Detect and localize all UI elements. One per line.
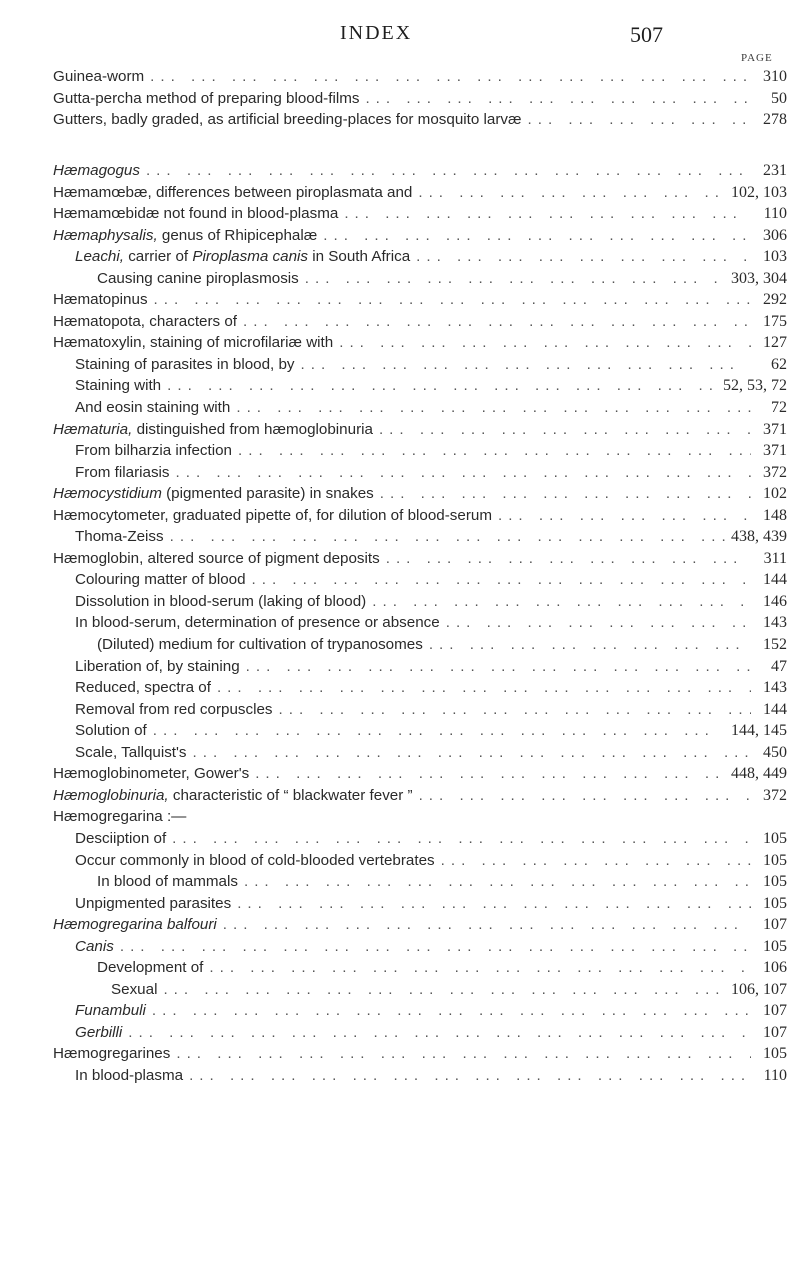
dot-leader — [301, 354, 751, 376]
page-column-label: PAGE — [741, 52, 773, 64]
dot-leader — [246, 656, 751, 678]
index-entry — [53, 850, 787, 872]
index-entry-heading — [53, 569, 246, 591]
index-entry-pages: 146 — [763, 592, 787, 610]
index-entry-heading — [53, 397, 230, 419]
index-entry-text: Colouring matter of blood — [75, 571, 246, 589]
index-entry — [53, 182, 787, 204]
index-entry-text: Hæmaphysalis, — [53, 226, 158, 244]
index-entry-heading — [53, 440, 232, 462]
index-entry — [53, 979, 787, 1001]
index-entry-text: Causing canine piroplasmosis — [97, 269, 299, 287]
index-entry-text: Hæmamœbæ, differences between piroplasmata and — [53, 183, 413, 201]
index-entry-text: Hæmaturia, — [53, 420, 133, 438]
index-entry-pages: 105 — [763, 851, 787, 869]
index-entry — [53, 742, 787, 764]
index-entry-heading — [53, 66, 144, 88]
index-entry-text: Hæmogregarines — [53, 1045, 171, 1063]
index-entry — [53, 677, 787, 699]
index-entry-text: Staining of parasites in blood, by — [75, 355, 295, 373]
index-entry — [53, 612, 787, 634]
dot-leader — [255, 763, 725, 785]
index-entry — [53, 1022, 787, 1044]
index-entry — [53, 289, 787, 311]
index-entry — [53, 268, 787, 290]
index-entry-text: Hæmocytometer, graduated pipette of, for dilution of blood-serum — [53, 506, 492, 524]
index-entry-pages: 450 — [763, 743, 787, 761]
index-entry-heading — [53, 289, 148, 311]
index-entry-text: Hæmocystidium — [53, 485, 162, 503]
index-entry — [53, 526, 787, 548]
index-entry-heading — [53, 109, 522, 131]
dot-leader — [209, 957, 751, 979]
dot-leader — [217, 677, 751, 699]
index-entry-text: Canis — [75, 937, 114, 955]
index-entry-pages: 105 — [763, 1045, 787, 1063]
dot-leader — [154, 289, 751, 311]
index-entry — [53, 656, 787, 678]
index-entry-text: (Diluted) medium for cultivation of trypanosomes — [97, 636, 423, 654]
index-entry-text: genus of Rhipicephalæ — [157, 226, 318, 244]
index-entry-pages: 306 — [763, 226, 787, 244]
index-entry-text: In blood of mammals — [97, 873, 238, 891]
index-entry — [53, 354, 787, 376]
index-entry-heading — [53, 88, 359, 110]
index-entry — [53, 763, 787, 785]
index-entry-text: Desciiption of — [75, 829, 167, 847]
index-entry-pages: 144, 145 — [731, 722, 787, 740]
index-group-h — [53, 160, 787, 1087]
index-entry-text: Development of — [97, 959, 204, 977]
index-entry-pages: 62 — [771, 355, 787, 373]
dot-leader — [344, 203, 751, 225]
index-entry-heading — [53, 203, 338, 225]
index-entry-pages: 372 — [763, 463, 787, 481]
index-entry-text: Dissolution in blood-serum (laking of blood) — [75, 592, 367, 610]
index-entry — [53, 225, 787, 247]
index-entry-heading — [53, 505, 492, 527]
index-entry — [53, 957, 787, 979]
index-entry-heading — [53, 936, 114, 958]
dot-leader — [128, 1022, 751, 1044]
index-entry-heading — [53, 1000, 146, 1022]
index-entry-pages: 448, 449 — [731, 765, 787, 783]
index-entry-text: Guinea-worm — [53, 68, 145, 85]
index-entry-text: Reduced, spectra of — [75, 679, 211, 697]
index-entry-heading — [53, 354, 295, 376]
index-entry — [53, 375, 787, 397]
index-entry-text: Hæmoglobinuria, — [53, 786, 169, 804]
index-entry — [53, 893, 787, 915]
index-entry-text: Unpigmented parasites — [75, 894, 232, 912]
index-entry-pages: 144 — [763, 700, 787, 718]
index-entry — [53, 109, 787, 131]
index-entry-pages: 72 — [771, 399, 787, 417]
dot-leader — [323, 225, 751, 247]
dot-leader — [176, 462, 751, 484]
index-entry-text: Scale, Tallquist's — [75, 743, 187, 761]
index-entry — [53, 806, 787, 828]
index-entry-heading — [53, 526, 164, 548]
index-entry-heading — [53, 483, 374, 505]
index-entry-text: Liberation of, by staining — [75, 657, 240, 675]
dot-leader — [339, 332, 751, 354]
dot-leader — [243, 311, 751, 333]
index-entry-text: Occur commonly in blood of cold-blooded vertebrates — [75, 851, 435, 869]
index-entry-pages: 143 — [763, 679, 787, 697]
index-entry — [53, 914, 787, 936]
index-entry-heading — [53, 548, 380, 570]
index-entry — [53, 246, 787, 268]
index-entry-heading — [53, 268, 299, 290]
index-entry-text: Removal from red corpuscles — [75, 700, 273, 718]
index-entry-pages: 148 — [763, 506, 787, 524]
index-entry-heading — [53, 957, 203, 979]
index-entry-text: Hæmatopota, characters of — [53, 312, 238, 330]
index-entry-text: carrier of — [123, 248, 193, 266]
index-entry-heading — [53, 246, 410, 268]
index-entry — [53, 591, 787, 613]
index-entry-text: Hæmogregarina balfouri — [53, 916, 217, 934]
index-entry — [53, 397, 787, 419]
index-entry-text: In blood-plasma — [75, 1066, 184, 1084]
dot-leader — [153, 720, 725, 742]
dot-leader — [418, 182, 725, 204]
index-entry-text: (pigmented parasite) in snakes — [161, 485, 374, 503]
index-entry — [53, 720, 787, 742]
index-entry-pages: 372 — [763, 786, 787, 804]
dot-leader — [120, 936, 751, 958]
index-entry-text: Hæmogregarina :— — [53, 808, 187, 826]
index-entry-text: Hæmatopinus — [53, 291, 148, 309]
index-entry-heading — [53, 419, 373, 441]
index-entry-text: Hæmagogus — [53, 162, 140, 179]
index-entry-pages: 127 — [763, 334, 787, 352]
index-entry-heading — [53, 979, 157, 1001]
index-entry-pages: 107 — [763, 1023, 787, 1041]
index-entry-pages: 143 — [763, 614, 787, 632]
dot-leader — [419, 785, 751, 807]
dot-leader — [372, 591, 751, 613]
dot-leader — [146, 160, 751, 182]
index-entry-text: Funambuli — [75, 1002, 146, 1020]
index-entry-pages: 106, 107 — [731, 980, 787, 998]
dot-leader — [386, 548, 751, 570]
index-entry-text: Piroplasma canis — [192, 248, 308, 266]
index-entry-heading — [53, 462, 170, 484]
index-entry-pages: 107 — [763, 1002, 787, 1020]
index-entry-heading — [53, 850, 435, 872]
dot-leader — [305, 268, 725, 290]
index-entry-pages: 105 — [763, 894, 787, 912]
index-entry-pages: 311 — [763, 549, 787, 567]
index-entry-pages: 303, 304 — [731, 269, 787, 287]
index-entry-pages: 102, 103 — [731, 183, 787, 201]
dot-leader — [163, 979, 725, 1001]
index-entry — [53, 548, 787, 570]
index-entry-heading — [53, 720, 147, 742]
index-entry — [53, 785, 787, 807]
index-entry-text: Hæmamœbidæ not found in blood-plasma — [53, 205, 339, 223]
index-entry-heading — [53, 656, 240, 678]
index-entry-pages: 438, 439 — [731, 528, 787, 546]
index-entry-heading — [53, 677, 211, 699]
running-head-title: INDEX — [340, 22, 413, 44]
running-head — [0, 22, 800, 62]
index-entry — [53, 699, 787, 721]
index-entry-text: Sexual — [111, 980, 158, 998]
index-entry-text: Solution of — [75, 722, 147, 740]
index-entry-pages: 110 — [763, 205, 787, 223]
dot-leader — [237, 893, 751, 915]
dot-leader — [150, 66, 751, 88]
index-entry — [53, 419, 787, 441]
index-entry-text: Leachi, — [75, 248, 124, 266]
index-entry-heading — [53, 311, 237, 333]
index-entry-heading — [53, 1043, 170, 1065]
index-entry-text: characteristic of “ blackwater fever ” — [168, 786, 413, 804]
index-entry-pages: 310 — [763, 68, 787, 85]
index-entry-pages: 292 — [763, 291, 787, 309]
dot-leader — [380, 483, 751, 505]
index-entry-pages: 231 — [763, 162, 787, 179]
index-entry-heading — [53, 763, 249, 785]
index-entry-heading — [53, 828, 166, 850]
index-entry-heading — [53, 634, 423, 656]
index-entry-heading — [53, 914, 217, 936]
index-entry-pages: 278 — [763, 111, 787, 129]
dot-leader — [528, 109, 751, 131]
index-entry-heading — [53, 871, 238, 893]
index-group-g — [53, 66, 787, 131]
index-entry-text: Thoma-Zeiss — [75, 528, 164, 546]
index-entry-heading — [53, 591, 366, 613]
index-entry-pages: 371 — [763, 420, 787, 438]
index-entry-heading — [53, 332, 333, 354]
index-entry-text: Hæmoglobinometer, Gower's — [53, 765, 250, 783]
dot-leader — [193, 742, 751, 764]
index-entry-pages: 107 — [763, 916, 787, 934]
index-entry — [53, 66, 787, 88]
index-entry-pages: 103 — [763, 248, 787, 266]
index-entry-pages: 102 — [763, 485, 787, 503]
dot-leader — [172, 828, 751, 850]
index-entry — [53, 505, 787, 527]
index-entry-heading — [53, 806, 186, 828]
index-entry — [53, 871, 787, 893]
index-entry-heading — [53, 160, 140, 182]
index-entry-text: Staining with — [75, 377, 162, 395]
index-entry — [53, 1043, 787, 1065]
dot-leader — [429, 634, 751, 656]
dot-leader — [236, 397, 751, 419]
dot-leader — [365, 88, 751, 110]
index-entry-heading — [53, 785, 413, 807]
dot-leader — [223, 914, 751, 936]
index-entry-pages: 371 — [763, 442, 787, 460]
index-entry-text: From bilharzia infection — [75, 442, 232, 460]
index-entry-pages: 106 — [763, 959, 787, 977]
dot-leader — [170, 526, 725, 548]
dot-leader — [244, 871, 751, 893]
dot-leader — [379, 419, 751, 441]
dot-leader — [279, 699, 751, 721]
index-entry-heading — [53, 742, 187, 764]
index-entry — [53, 1065, 787, 1087]
index-entry-pages: 175 — [763, 312, 787, 330]
index-entry — [53, 440, 787, 462]
index-entry-pages: 110 — [763, 1066, 787, 1084]
index-entry — [53, 483, 787, 505]
index-entry — [53, 160, 787, 182]
dot-leader — [498, 505, 751, 527]
dot-leader — [446, 612, 751, 634]
index-entry-heading — [53, 375, 161, 397]
index-entry-pages: 50 — [771, 89, 787, 107]
dot-leader — [441, 850, 751, 872]
index-entry-heading — [53, 699, 273, 721]
index-entry — [53, 1000, 787, 1022]
index-entry — [53, 828, 787, 850]
index-entry — [53, 634, 787, 656]
index-entry-heading — [53, 1065, 183, 1087]
dot-leader — [238, 440, 751, 462]
index-entry — [53, 311, 787, 333]
index-entry-heading — [53, 182, 412, 204]
index-entry-text: Hæmatoxylin, staining of microfilariæ with — [53, 334, 334, 352]
index-entry-text: Gerbilli — [75, 1023, 123, 1041]
page-number: 507 — [630, 22, 663, 47]
index-entry-pages: 105 — [763, 873, 787, 891]
index-entry-text: distinguished from hæmoglobinuria — [132, 420, 373, 438]
dot-leader — [176, 1043, 751, 1065]
index-entry-heading — [53, 225, 317, 247]
index-entry-text: And eosin staining with — [75, 399, 231, 417]
dot-leader — [167, 375, 717, 397]
index-entry-text: Gutta-percha method of preparing blood-films — [53, 89, 360, 107]
index-entry-pages: 105 — [763, 937, 787, 955]
index-entry-text: In blood-serum, determination of presence or absence — [75, 614, 440, 632]
index-entry-text: Gutters, badly graded, as artificial breeding-places for mosquito larvæ — [53, 111, 522, 129]
index-entry-pages: 105 — [763, 829, 787, 847]
index-entry — [53, 936, 787, 958]
dot-leader — [416, 246, 751, 268]
index-entry — [53, 332, 787, 354]
dot-leader — [252, 569, 751, 591]
index-entry — [53, 462, 787, 484]
dot-leader — [189, 1065, 751, 1087]
index-entry-pages: 144 — [763, 571, 787, 589]
index-entry-pages: 152 — [763, 636, 787, 654]
index-entry-heading — [53, 1022, 122, 1044]
index-entry-heading — [53, 612, 440, 634]
index-entry-text: Hæmoglobin, altered source of pigment deposits — [53, 549, 380, 567]
index-entry — [53, 569, 787, 591]
index-entry-heading — [53, 893, 231, 915]
index-entry-text: in South Africa — [308, 248, 411, 266]
index-entry-pages: 52, 53, 72 — [723, 377, 787, 395]
dot-leader — [152, 1000, 751, 1022]
index-entry — [53, 203, 787, 225]
index-entry-text: From filariasis — [75, 463, 170, 481]
index-entry — [53, 88, 787, 110]
index-entry-pages: 47 — [771, 657, 787, 675]
